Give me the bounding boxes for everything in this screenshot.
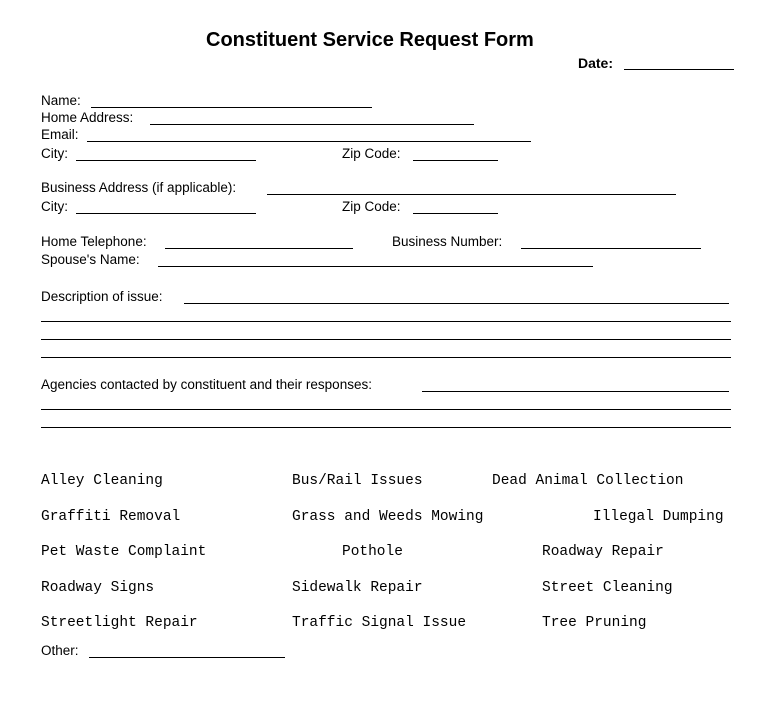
email-field[interactable] <box>87 126 531 142</box>
category-dead-animal-collection[interactable]: Dead Animal Collection <box>492 473 684 489</box>
category-illegal-dumping[interactable]: Illegal Dumping <box>593 509 724 525</box>
category-tree-pruning[interactable]: Tree Pruning <box>542 615 647 631</box>
business-address-label: Business Address (if applicable): <box>41 180 237 195</box>
home-address-label: Home Address: <box>41 110 134 125</box>
city-label: City: <box>41 146 68 161</box>
category-bus-rail-issues[interactable]: Bus/Rail Issues <box>292 473 423 489</box>
other-label: Other: <box>41 643 79 658</box>
category-graffiti-removal[interactable]: Graffiti Removal <box>41 509 181 525</box>
email-label: Email: <box>41 127 79 142</box>
category-street-cleaning[interactable]: Street Cleaning <box>542 580 673 596</box>
page-title: Constituent Service Request Form <box>206 29 534 51</box>
name-label: Name: <box>41 93 81 108</box>
business-zip-code-label: Zip Code: <box>342 199 401 214</box>
zip-code-field[interactable] <box>413 145 498 161</box>
category-grass-and-weeds-mowing[interactable]: Grass and Weeds Mowing <box>292 509 484 525</box>
business-city-field[interactable] <box>76 198 256 214</box>
category-sidewalk-repair[interactable]: Sidewalk Repair <box>292 580 423 596</box>
description-field[interactable] <box>41 288 731 360</box>
category-pet-waste-complaint[interactable]: Pet Waste Complaint <box>41 544 207 560</box>
category-pothole[interactable]: Pothole <box>342 544 403 560</box>
spouse-name-label: Spouse's Name: <box>41 252 140 267</box>
zip-code-label: Zip Code: <box>342 146 401 161</box>
home-telephone-label: Home Telephone: <box>41 234 147 249</box>
home-telephone-field[interactable] <box>165 233 353 249</box>
name-field[interactable] <box>91 92 372 108</box>
city-field[interactable] <box>76 145 256 161</box>
agencies-label: Agencies contacted by constituent and their responses: <box>41 377 372 392</box>
date-field[interactable] <box>624 54 734 70</box>
category-roadway-signs[interactable]: Roadway Signs <box>41 580 155 596</box>
business-number-field[interactable] <box>521 233 701 249</box>
business-number-label: Business Number: <box>392 234 503 249</box>
category-traffic-signal-issue[interactable]: Traffic Signal Issue <box>292 615 467 631</box>
category-streetlight-repair[interactable]: Streetlight Repair <box>41 615 198 631</box>
agencies-field[interactable] <box>41 376 731 430</box>
business-address-field[interactable] <box>267 179 676 195</box>
spouse-name-field[interactable] <box>158 251 593 267</box>
business-city-label: City: <box>41 199 68 214</box>
other-field[interactable] <box>89 642 285 658</box>
home-address-field[interactable] <box>150 109 474 125</box>
category-alley-cleaning[interactable]: Alley Cleaning <box>41 473 163 489</box>
description-label: Description of issue: <box>41 289 163 304</box>
business-zip-code-field[interactable] <box>413 198 498 214</box>
category-roadway-repair[interactable]: Roadway Repair <box>542 544 664 560</box>
date-label: Date: <box>578 55 614 71</box>
